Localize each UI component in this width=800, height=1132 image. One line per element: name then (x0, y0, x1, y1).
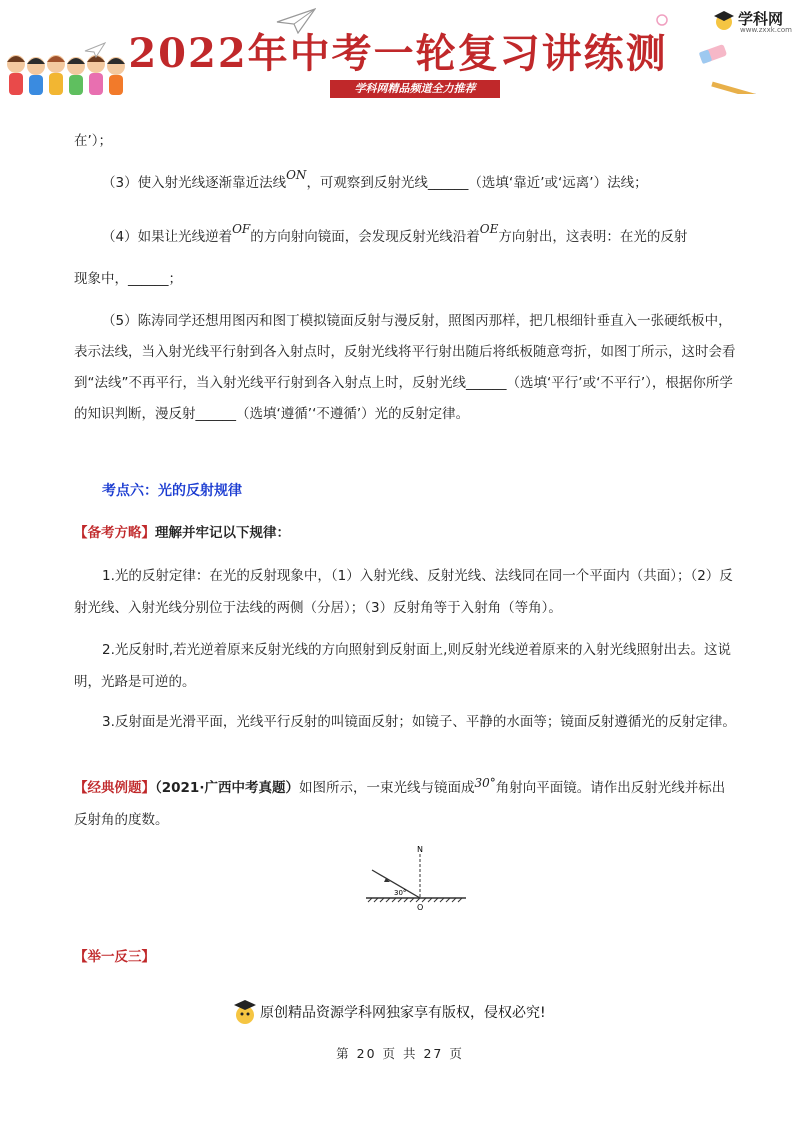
page-number: 第 20 页 共 27 页 (336, 1046, 464, 1061)
q4-text-after: 方向射出，这表明：在光的反射 (498, 229, 688, 245)
graduation-cap-icon (712, 8, 736, 32)
paper-plane-icon (84, 42, 106, 58)
q3-text-after: ，可观察到反射光线______（选填‘靠近’或‘远离’）法线； (306, 175, 648, 191)
brand-name: 学科网 (738, 10, 784, 28)
copyright-notice (232, 998, 572, 1026)
label-n: N (417, 845, 423, 854)
label-o: O (417, 903, 424, 912)
brand-url: www.zxxk.com (740, 26, 792, 34)
math-oe: OE (479, 222, 499, 236)
section-title: 考点六：光的反射规律 (102, 483, 242, 499)
brand-logo (712, 6, 796, 36)
line-tail: 在’）； (74, 133, 113, 149)
question-4-line2: 现象中，______； (74, 271, 182, 287)
label-angle: 30° (394, 889, 407, 897)
strategy-tag: 【备考方略】 (74, 525, 155, 541)
practice-tag (74, 940, 734, 974)
mirror-reflection-figure (360, 842, 470, 912)
mascot-icon (232, 998, 258, 1026)
math-of: OF (232, 222, 251, 236)
math-on: ON (286, 168, 307, 182)
banner-title: 2022年中考一轮复习讲练测 (128, 30, 668, 77)
copyright-text: 原创精品资源学科网独家享有版权，侵权必究! (260, 1005, 546, 1021)
question-4 (102, 220, 762, 254)
example-source: （2021·广西中考真题） (155, 780, 299, 796)
page-header (0, 0, 800, 110)
example-tag: 【经典例题】 (74, 780, 155, 796)
math-30deg: 30° (474, 776, 496, 790)
rule-3: 3.反射面是光滑平面，光线平行反射的叫镜面反射；如镜子、平静的水面等；镜面反射遵循光的反射定律。 (102, 714, 736, 730)
question-5: （5）陈涛同学还想用图丙和图丁模拟镜面反射与漫反射，照图丙那样，把几根细针垂直入一张硬纸板中，表示法线，当入射光线平行射到各入射点时，反射光线将平行射出随后将纸板随意弯折，如图丁所示，这时会看到“法线”不再平行，当入射光线平行射到各入射点上时，反射光线______（选填‘平行’或‘不平行’），根据你所学的知识判断，漫反射______（选填‘遵循’‘不遵循’）光的反射定律。 (74, 313, 736, 422)
example-text-after: 角射向平面镜。请作出反射光线并标出反射角的度数。 (74, 780, 726, 828)
q4-text: （4）如果让光线逆着 (102, 229, 233, 245)
rule-1: 1.光的反射定律：在光的反射现象中，（1）入射光线、反射光线、法线同在同一个平面内（共面）；（2）反射光线、入射光线分别位于法线的两侧（分居）；（3）反射角等于入射角（等角）。 (74, 568, 733, 616)
q4-text-middle: 的方向射向镜面，会发现反射光线沿着 (250, 229, 480, 245)
practice-tag-text: 【举一反三】 (74, 949, 155, 965)
banner-subtitle: 学科网精品频道全力推荐 (330, 80, 500, 98)
q3-text: （3）使入射光线逐渐靠近法线 (102, 175, 287, 191)
children-illustration-icon (4, 50, 128, 100)
rule-2: 2.光反射时,若光逆着原来反射光线的方向照射到反射面上,则反射光线逆着原来的入射光线照射出去。这说明，光路是可逆的。 (74, 642, 731, 690)
question-3 (102, 166, 762, 200)
strategy-text: 理解并牢记以下规律： (155, 525, 290, 541)
strategy-line (74, 516, 734, 550)
example-text: 如图所示，一束光线与镜面成 (298, 780, 475, 796)
example-question (74, 772, 736, 836)
